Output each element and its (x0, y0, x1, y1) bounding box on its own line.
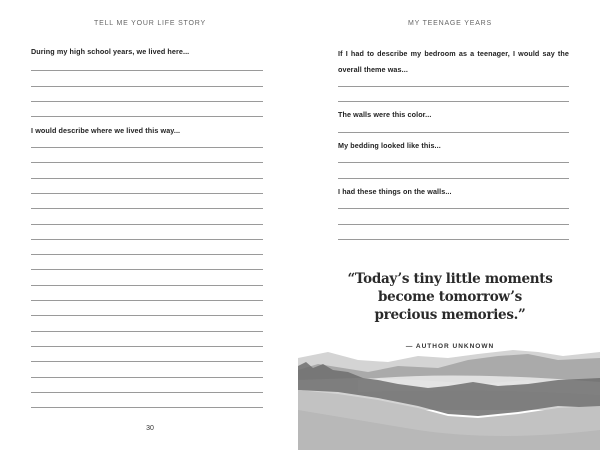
prompt-wall-color: The walls were this color... (338, 110, 432, 119)
writing-line[interactable] (31, 392, 263, 393)
writing-line[interactable] (338, 132, 569, 133)
writing-line[interactable] (31, 361, 263, 362)
prompt-bedroom-theme-cont: overall theme was... (338, 65, 408, 74)
writing-line[interactable] (31, 239, 263, 240)
writing-line[interactable] (31, 101, 263, 102)
watercolor-mountain-illustration (298, 350, 600, 450)
writing-line[interactable] (31, 116, 263, 117)
writing-line[interactable] (338, 239, 569, 240)
writing-line[interactable] (338, 178, 569, 179)
writing-line[interactable] (31, 407, 263, 408)
quote-attribution: — AUTHOR UNKNOWN (405, 343, 495, 350)
writing-line[interactable] (31, 269, 263, 270)
writing-line[interactable] (31, 285, 263, 286)
running-head: TELL ME YOUR LIFE STORY (94, 20, 206, 27)
prompt-bedding: My bedding looked like this... (338, 141, 441, 150)
right-page (300, 0, 600, 450)
writing-line[interactable] (31, 193, 263, 194)
prompt-describe-home: I would describe where we lived this way... (31, 126, 181, 135)
quote (300, 270, 600, 324)
writing-line[interactable] (31, 70, 263, 71)
quote-line: “Today’s tiny little moments (347, 271, 553, 287)
writing-line[interactable] (31, 331, 263, 332)
writing-line[interactable] (31, 86, 263, 87)
page-number: 30 (146, 425, 154, 432)
quote-line: precious memories.” (374, 307, 526, 323)
writing-line[interactable] (338, 101, 569, 102)
writing-line[interactable] (31, 315, 263, 316)
writing-line[interactable] (338, 162, 569, 163)
quote-line: become tomorrow’s (378, 289, 522, 305)
writing-line[interactable] (31, 208, 263, 209)
writing-line[interactable] (31, 178, 263, 179)
prompt-wall-items: I had these things on the walls... (338, 187, 452, 196)
running-head: MY TEENAGE YEARS (408, 20, 492, 27)
writing-line[interactable] (338, 86, 569, 87)
writing-line[interactable] (31, 162, 263, 163)
writing-line[interactable] (31, 300, 263, 301)
writing-line[interactable] (31, 346, 263, 347)
writing-line[interactable] (338, 208, 569, 209)
writing-line[interactable] (338, 224, 569, 225)
writing-line[interactable] (31, 147, 263, 148)
writing-line[interactable] (31, 254, 263, 255)
prompt-bedroom-theme: If I had to describe my bedroom as a teenager, I would say the (338, 49, 569, 58)
prompt-high-school-home: During my high school years, we lived here... (31, 47, 190, 56)
writing-line[interactable] (31, 377, 263, 378)
writing-line[interactable] (31, 224, 263, 225)
